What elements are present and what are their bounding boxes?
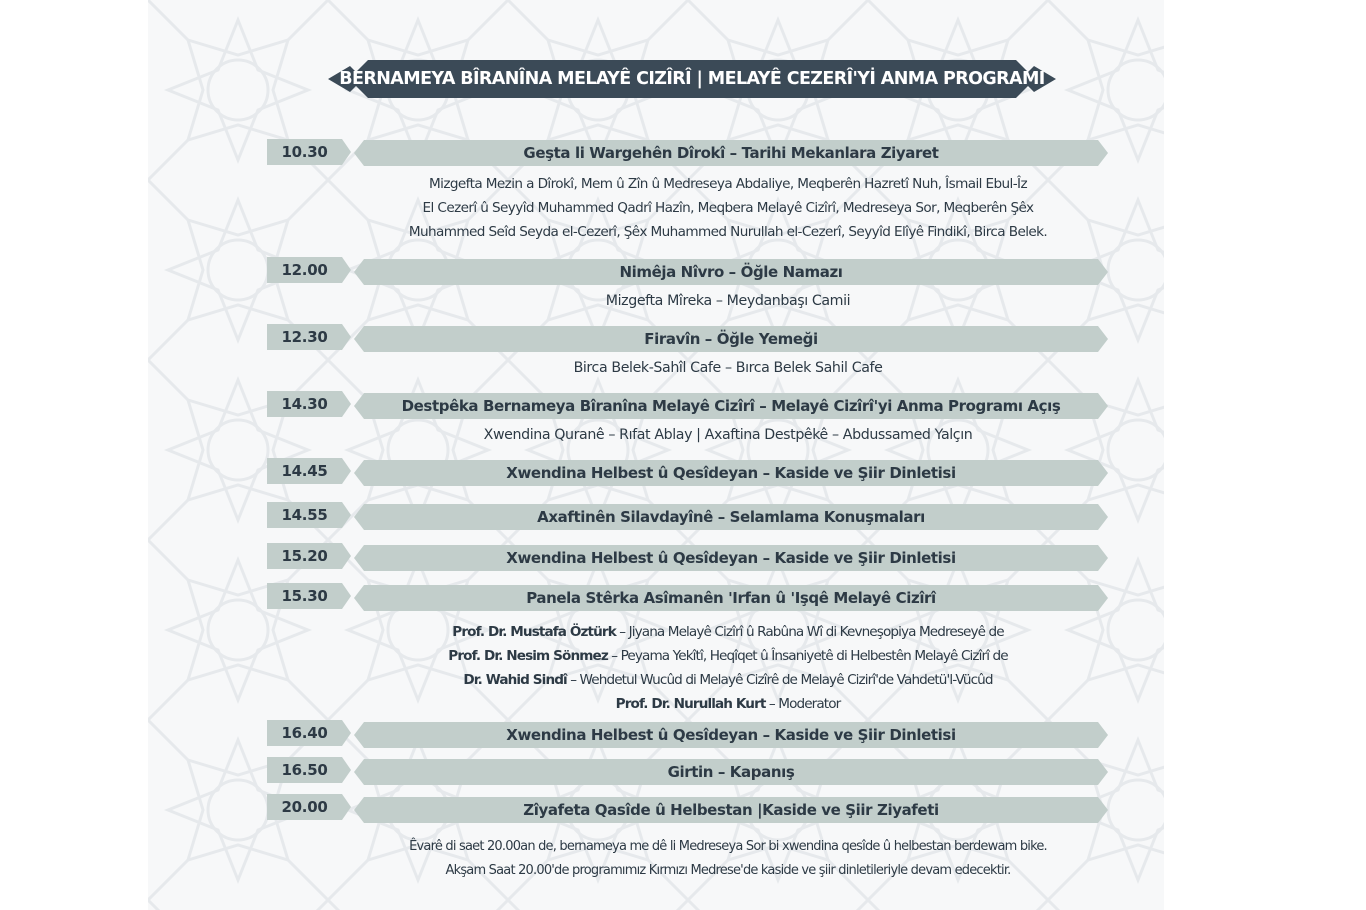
- footer-line: Akşam Saat 20.00'de programımız Kırmızı Medrese'de kaside ve şiir dinletileriyle devam edecektir.: [445, 863, 1011, 878]
- event-heading: Destpêka Bernameya Bîranîna Melayê Cizîrî – Melayê Cizîrî'yi Anma Programı Açış: [354, 393, 1108, 419]
- panel-speaker-row: [308, 644, 1148, 668]
- panel-speakers: [308, 620, 1148, 716]
- event-details: [308, 290, 1148, 314]
- event-detail-line: Xwendina Quranê – Rıfat Ablay | Axaftina Destpêkê – Abdussamed Yalçın: [483, 427, 973, 443]
- panel-speaker-row: [308, 620, 1148, 644]
- event-heading: Geşta li Wargehên Dîrokî – Tarihi Mekanlara Ziyaret: [354, 140, 1108, 166]
- footer-note: [308, 835, 1148, 883]
- time-label: 10.30: [267, 139, 342, 165]
- speaker-name: Prof. Dr. Nesim Sönmez: [448, 648, 608, 664]
- event-heading: Panela Stêrka Asîmanên 'Irfan û 'Işqê Melayê Cizîrî: [354, 585, 1108, 611]
- event-heading: Girtin – Kapanış: [354, 759, 1108, 785]
- event-heading: Axaftinên Silavdayînê – Selamlama Konuşmaları: [354, 504, 1108, 530]
- time-label: 20.00: [267, 794, 342, 820]
- event-detail-line: El Cezerî û Seyyîd Muhammed Qadrî Hazîn, Meqbera Melayê Cizîrî, Medreseya Sor, Meqberên Şêx: [422, 200, 1034, 216]
- time-label: 16.40: [267, 720, 342, 746]
- event-detail-line: Muhammed Seîd Seyda el-Cezerî, Şêx Muhammed Nurullah el-Cezerî, Seyyîd Elîyê Findikî, Birca Belek.: [408, 224, 1048, 240]
- schedule-list: [148, 0, 1164, 910]
- footer-line: Êvarê di saet 20.00an de, bernameya me dê li Medreseya Sor bi xwendina qesîde û helbestan berdewam bike.: [409, 839, 1047, 854]
- event-heading: Zîyafeta Qasîde û Helbestan |Kaside ve Şiir Ziyafeti: [354, 797, 1108, 823]
- event-detail-line: Birca Belek-Sahîl Cafe – Bırca Belek Sahil Cafe: [573, 360, 883, 376]
- panel-speaker-row: [308, 692, 1148, 716]
- page-title: BERNAMEYA BÎRANÎNA MELAYÊ CIZÎRÎ | MELAYÊ CEZERÎ'Yİ ANMA PROGRAMI: [339, 69, 1045, 89]
- program-page: [148, 0, 1164, 910]
- event-detail-line: Mizgefta Mîreka – Meydanbaşı Camii: [605, 293, 851, 309]
- speaker-topic: – Peyama Yekîtî, Heqîqet û Însaniyetê di Helbestên Melayê Cizîrî de: [607, 648, 1008, 664]
- time-label: 15.30: [267, 583, 342, 609]
- time-label: 14.30: [267, 391, 342, 417]
- time-label: 15.20: [267, 543, 342, 569]
- panel-speaker-row: [308, 668, 1148, 692]
- event-details: [308, 172, 1148, 244]
- time-label: 14.45: [267, 458, 342, 484]
- speaker-topic: – Jiyana Melayê Cizîrî û Rabûna Wî di Kevneşopiya Medreseyê de: [615, 624, 1004, 640]
- time-label: 12.00: [267, 257, 342, 283]
- speaker-topic: – Moderator: [765, 696, 841, 712]
- time-label: 16.50: [267, 757, 342, 783]
- event-details: [308, 357, 1148, 381]
- speaker-name: Dr. Wahid Sindî: [463, 672, 567, 688]
- event-details: [308, 424, 1148, 448]
- event-heading: Xwendina Helbest û Qesîdeyan – Kaside ve Şiir Dinletisi: [354, 545, 1108, 571]
- event-heading: Nimêja Nîvro – Öğle Namazı: [354, 259, 1108, 285]
- speaker-name: Prof. Dr. Nurullah Kurt: [615, 696, 766, 712]
- speaker-name: Prof. Dr. Mustafa Öztürk: [452, 624, 616, 640]
- event-heading: Xwendina Helbest û Qesîdeyan – Kaside ve Şiir Dinletisi: [354, 460, 1108, 486]
- event-heading: Firavîn – Öğle Yemeği: [354, 326, 1108, 352]
- time-label: 14.55: [267, 502, 342, 528]
- event-heading: Xwendina Helbest û Qesîdeyan – Kaside ve Şiir Dinletisi: [354, 722, 1108, 748]
- speaker-topic: – Wehdetul Wucûd di Melayê Cizîrê de Melayê Cizirî'de Vahdetü'l-Vücûd: [566, 672, 993, 688]
- event-detail-line: Mizgefta Mezin a Dîrokî, Mem û Zîn û Medreseya Abdaliye, Meqberên Hazretî Nuh, Îsmail Ebul-Îz: [429, 176, 1027, 192]
- time-label: 12.30: [267, 324, 342, 350]
